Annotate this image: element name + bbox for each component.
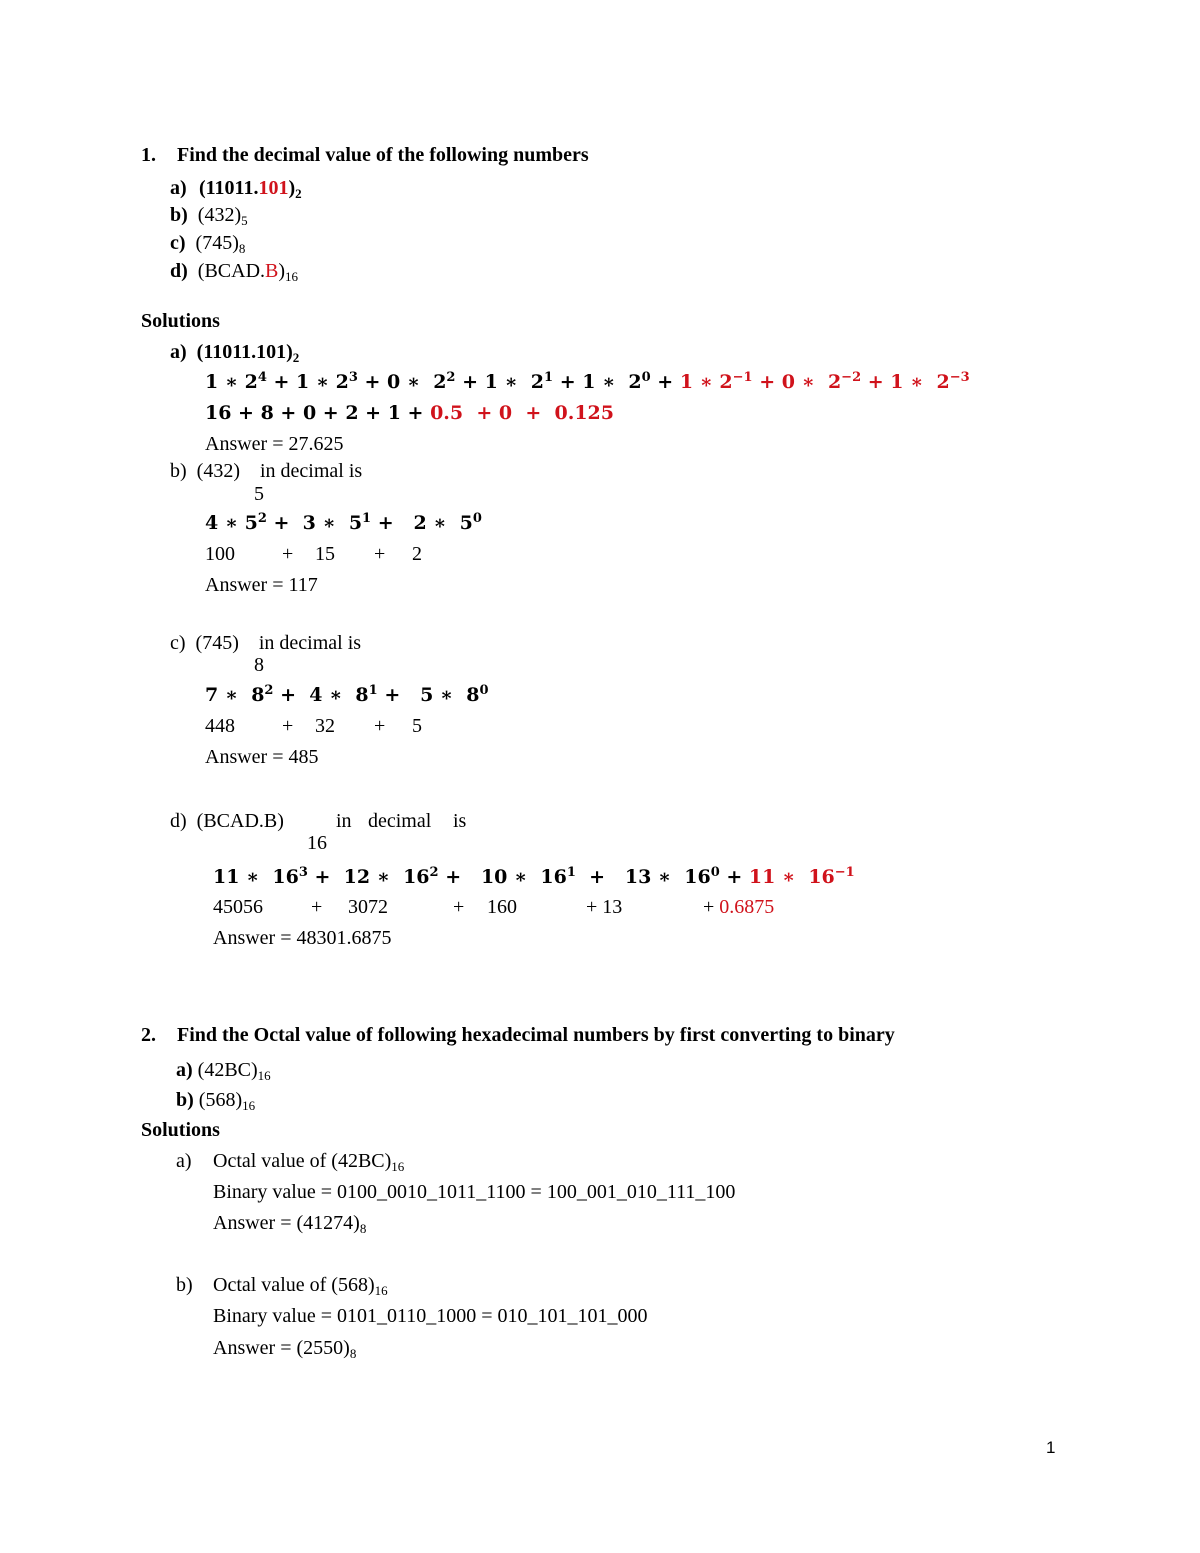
sol1-d-base: 16 [307, 832, 327, 854]
sol1-c-expansion: 7 ∗ $8^2 + 4$ ∗ $8^1 + 5$ ∗ $8^0$ [205, 683, 489, 706]
q1-title: Find the decimal value of the following numbers [177, 144, 589, 166]
sol1-d-term-5: + 0.6875 [703, 896, 775, 918]
q2-item-a: a) $(42BC)_{16}$ [176, 1059, 271, 1083]
sol1-d-header: d) (BCAD.B) [170, 810, 284, 832]
sol1-c-term-2: 32 [315, 715, 335, 737]
sol1-b-base: 5 [254, 483, 264, 505]
sol1-c-plus-1: + [282, 715, 294, 737]
q2-item-b: b) $(568)_{16}$ [176, 1089, 256, 1113]
sol1-d-is: is [453, 810, 467, 832]
sol1-a-expansion: 1 ∗ $2^4 + 1$ ∗ $2^3 + 0$ ∗ $2^2 + 1$ ∗ $2^1 + 1$ ∗ $2^0 + 1$ ∗ $2^{-1} + 0$ ∗ $2^{-2} + 1$ ∗ $2^{-3}$ [205, 370, 970, 393]
q1-item-b: b) $(432)_5$ [170, 204, 248, 228]
q1-item-a: $(11011.101)_2$ [199, 177, 302, 201]
q1-number: 1. [141, 144, 156, 166]
sol2-a-answer: Answer = $(41274)_8$ [213, 1212, 367, 1236]
sol1-b-answer: Answer = 117 [205, 574, 318, 596]
sol1-b-header: b) (432) in decimal is [170, 460, 363, 482]
page-number: 1 [1046, 1438, 1056, 1457]
sol1-b-term-1: 100 [205, 543, 235, 565]
sol1-d-answer: Answer = 48301.6875 [213, 927, 392, 949]
sol2-b-title: Octal value of $(568)_{16}$ [213, 1274, 388, 1298]
sol1-c-term-3: 5 [412, 715, 422, 737]
sol1-d-term-3: 160 [487, 896, 517, 918]
sol1-d-term-4: + 13 [586, 896, 623, 918]
sol1-c-plus-2: + [374, 715, 386, 737]
sol1-d-in: in [336, 810, 352, 832]
solutions-1-heading: Solutions [141, 310, 220, 332]
sol2-a-title: Octal value of $(42BC)_{16}$ [213, 1150, 405, 1174]
sol1-d-plus-2: + [453, 896, 465, 918]
sol1-a-header: a) $(11011.101)_2$ [170, 341, 300, 365]
sol2-b-label: b) [176, 1274, 193, 1296]
q1-item-d: d) $(BCAD.B)_{16}$ [170, 260, 299, 284]
q2-title: Find the Octal value of following hexadecimal numbers by first converting to binary [177, 1024, 895, 1046]
sol1-b-term-3: 2 [412, 543, 422, 565]
solutions-2-heading: Solutions [141, 1119, 220, 1141]
sol2-b-binary: Binary value = 0101_0110_1000 = 010_101_101_000 [213, 1305, 648, 1327]
sol1-b-term-2: 15 [315, 543, 335, 565]
sol1-c-term-1: 448 [205, 715, 235, 737]
q2-number: 2. [141, 1024, 156, 1046]
q1-item-a-label: a) [170, 177, 187, 199]
sol1-b-plus-1: + [282, 543, 294, 565]
sol2-b-answer: Answer = $(2550)_8$ [213, 1337, 357, 1361]
sol1-d-expansion: 11 ∗ $16^3 + 12$ ∗ $16^2 + 10$ ∗ $16^1 + 13$ ∗ $16^0 + 11$ ∗ $16^{-1}$ [213, 865, 855, 888]
sol1-d-term-1: 45056 [213, 896, 263, 918]
sol1-c-answer: Answer = 485 [205, 746, 319, 768]
sol1-a-terms: 16 + 8 + 0 + 2 + 1 + 0.5 + 0 + 0.125 [205, 402, 614, 424]
sol1-b-expansion: 4 ∗ $5^2 + 3$ ∗ $5^1 + 2$ ∗ $5^0$ [205, 511, 482, 534]
sol1-d-decimal: decimal [368, 810, 432, 832]
sol2-a-binary: Binary value = 0100_0010_1011_1100 = 100_001_010_111_100 [213, 1181, 736, 1203]
sol2-a-label: a) [176, 1150, 192, 1172]
sol1-d-term-2: 3072 [348, 896, 388, 918]
sol1-c-base: 8 [254, 654, 264, 676]
q1-item-c: c) $(745)_8$ [170, 232, 246, 256]
sol1-a-answer: Answer = 27.625 [205, 433, 344, 455]
sol1-d-plus-1: + [311, 896, 323, 918]
sol1-b-plus-2: + [374, 543, 386, 565]
sol1-c-header: c) (745) in decimal is [170, 632, 362, 654]
